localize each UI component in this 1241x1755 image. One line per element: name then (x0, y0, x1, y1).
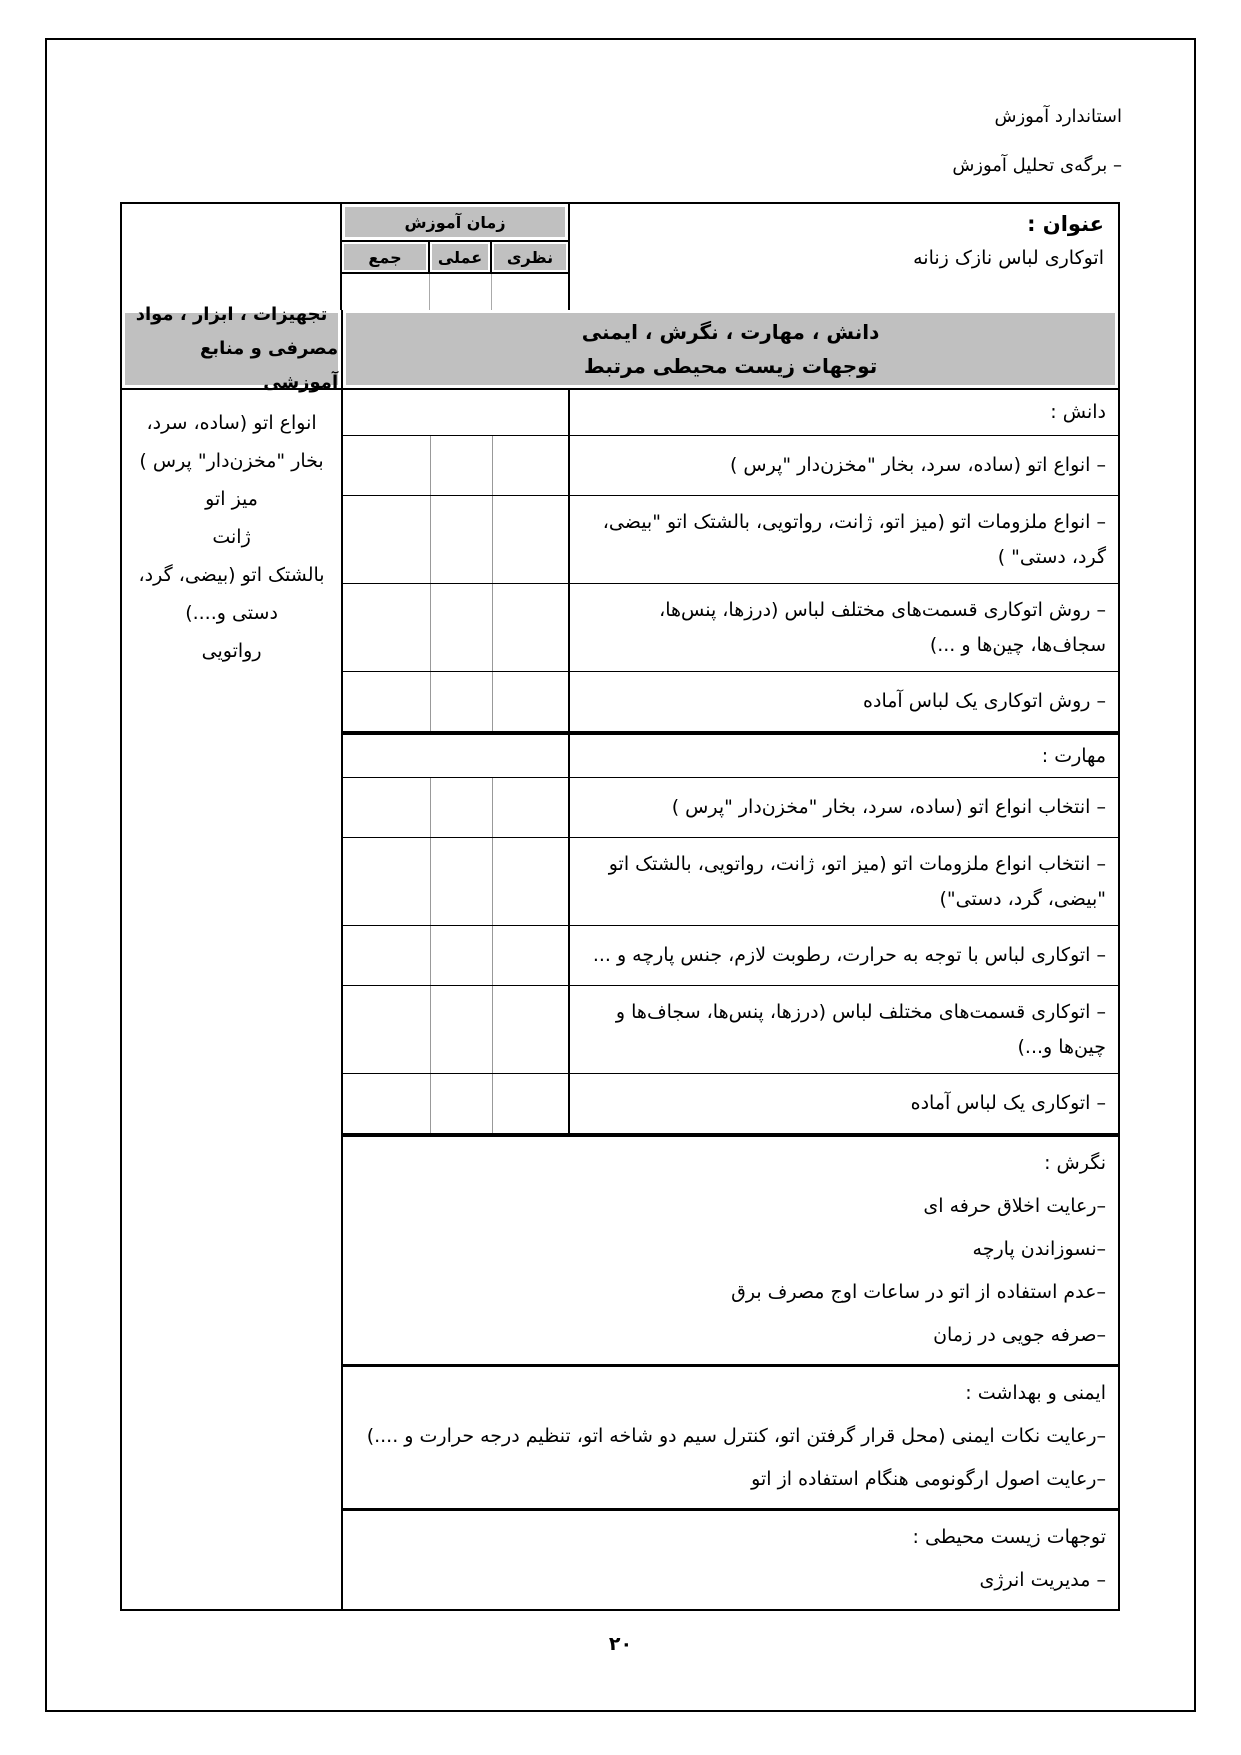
practical-hours-cell (430, 778, 492, 837)
skills-item-row: – اتوکاری یک لباس آماده (343, 1074, 1118, 1134)
total-hours-cell (343, 1074, 430, 1133)
safety-item: –رعایت اصول ارگونومی هنگام استفاده از اتو (751, 1467, 1106, 1490)
training-time-header-cell (342, 204, 568, 242)
practical-hours-cell (430, 496, 492, 583)
theory-hours-cell (492, 1074, 568, 1133)
equipment-item: رواتویی (201, 640, 262, 662)
main-header-cell (343, 310, 1118, 388)
attitude-item: –نسوزاندن پارچه (972, 1237, 1106, 1260)
practical-hours-cell (430, 926, 492, 985)
theory-hours-cell (492, 672, 568, 731)
column-header-theory: نظری (492, 242, 568, 272)
equipment-item: ژانت (212, 526, 251, 548)
equipment-item: بالشتک اتو (بیضی، گرد، (138, 564, 325, 586)
column-header-practical: عملی (430, 242, 492, 272)
practical-hours-cell (430, 274, 492, 310)
main-header-line1: دانش ، مهارت ، نگرش ، ایمنی (581, 320, 880, 344)
equipment-header-line2: مصرفی و منابع آموزشی (200, 338, 339, 393)
title-value: اتوکاری لباس نازک زنانه (913, 247, 1104, 269)
knowledge-label: دانش : (568, 390, 1118, 435)
title-cell (568, 204, 1118, 310)
total-hours-cell (343, 436, 430, 495)
total-hours-cell (343, 986, 430, 1073)
attitude-item: –صرفه جویی در زمان (933, 1323, 1106, 1346)
attitude-label: نگرش : (1044, 1151, 1106, 1174)
practical-hours-cell (430, 672, 492, 731)
environment-label: توجهات زیست محیطی : (912, 1525, 1106, 1548)
theory-hours-cell (492, 838, 568, 925)
title-row (122, 204, 1118, 310)
attitude-item: –رعایت اخلاق حرفه ای (923, 1194, 1106, 1217)
page-header (952, 92, 1122, 190)
page-number: ۲۰ (608, 1633, 633, 1655)
theory-hours-cell (492, 274, 568, 310)
skills-item-row: – انتخاب انواع اتو (ساده، سرد، بخار "مخزن‌دار "پرس ) (343, 778, 1118, 838)
total-hours-cell (343, 838, 430, 925)
theory-hours-cell (492, 436, 568, 495)
knowledge-label-row (343, 390, 1118, 436)
safety-item: –رعایت نکات ایمنی (محل قرار گرفتن اتو، کنترل سیم دو شاخه اتو، تنظیم درجه حرارت و ....) (366, 1424, 1106, 1447)
practical-hours-cell (430, 1074, 492, 1133)
total-hours-cell (343, 778, 430, 837)
table-body (122, 390, 1118, 1609)
knowledge-item-row: – انواع ملزومات اتو (میز اتو، ژانت، رواتویی، بالشتک اتو "بیضی، گرد، دستی" ) (343, 496, 1118, 584)
practical-hours-cell (430, 838, 492, 925)
title-label: عنوان : (1027, 212, 1104, 236)
skills-item-row: – انتخاب انواع ملزومات اتو (میز اتو، ژانت، رواتویی، بالشتک اتو "بیضی، گرد، دستی") (343, 838, 1118, 926)
theory-hours-cell (492, 496, 568, 583)
column-header-total: جمع (342, 242, 430, 272)
skills-item-row: – اتوکاری لباس با توجه به حرارت، رطوبت لازم، جنس پارچه و ... (343, 926, 1118, 986)
total-hours-cell (343, 672, 430, 731)
skills-item-row: – اتوکاری قسمت‌های مختلف لباس (درزها، پنس‌ها، سجاف‌ها و چین‌ها و...) (343, 986, 1118, 1074)
practical-hours-cell (430, 986, 492, 1073)
total-hours-cell (343, 926, 430, 985)
theory-hours-cell (492, 778, 568, 837)
training-analysis-table (120, 202, 1120, 1611)
practical-hours-cell (430, 584, 492, 671)
training-time-values (342, 274, 568, 310)
safety-label: ایمنی و بهداشت : (965, 1381, 1106, 1404)
equipment-item: دستی و....) (185, 602, 278, 624)
environment-item: – مدیریت انرژی (979, 1568, 1106, 1591)
theory-hours-cell (492, 584, 568, 671)
training-time-header: زمان آموزش (345, 207, 565, 237)
skills-label-row (343, 732, 1118, 778)
equipment-item: انواع اتو (ساده، سرد، (146, 412, 317, 434)
total-hours-cell (342, 274, 430, 310)
page-header-line-analysis-sheet: – برگه‌ی تحلیل آموزش (952, 155, 1122, 176)
main-header-line2: توجهات زیست محیطی مرتبط (583, 354, 878, 378)
equipment-column (122, 390, 343, 1609)
equipment-item: میز اتو (205, 488, 258, 510)
practical-hours-cell (430, 436, 492, 495)
theory-hours-cell (492, 926, 568, 985)
equipment-header-cell (122, 304, 343, 393)
equipment-header-line1: تجهیزات ، ابزار ، مواد (135, 304, 328, 325)
skills-label: مهارت : (568, 735, 1118, 777)
theory-hours-cell (492, 986, 568, 1073)
knowledge-item-row: – انواع اتو (ساده، سرد، بخار "مخزن‌دار "پرس ) (343, 436, 1118, 496)
environment-section (343, 1511, 1118, 1609)
equipment-item: بخار "مخزن‌دار" پرس ) (139, 450, 324, 472)
page-header-line-standard: استاندارد آموزش (994, 106, 1122, 127)
safety-section (343, 1367, 1118, 1511)
attitude-section (343, 1134, 1118, 1367)
knowledge-item-row: – روش اتوکاری قسمت‌های مختلف لباس (درزها، پنس‌ها، سجاف‌ها، چین‌ها و ...) (343, 584, 1118, 672)
total-hours-cell (343, 496, 430, 583)
training-time-block (340, 204, 568, 310)
knowledge-item-row: – روش اتوکاری یک لباس آماده (343, 672, 1118, 732)
column-headers-row (122, 304, 1118, 393)
training-time-columns (342, 242, 568, 274)
total-hours-cell (343, 584, 430, 671)
attitude-item: –عدم استفاده از اتو در ساعات اوج مصرف برق (731, 1280, 1106, 1303)
empty-corner-cell (122, 204, 340, 310)
main-body (343, 390, 1118, 1609)
